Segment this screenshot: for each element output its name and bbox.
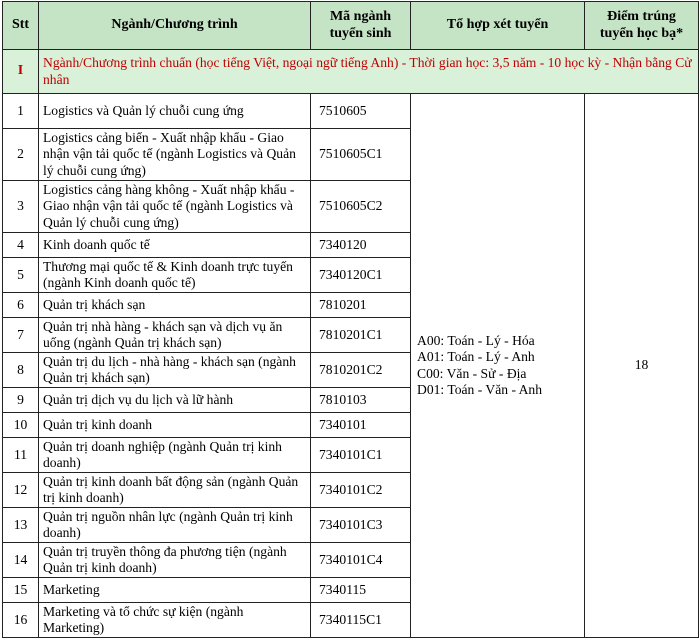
combo-cell: [411, 94, 585, 638]
row-code: 7340101C4: [311, 543, 411, 578]
row-code: 7810201: [311, 293, 411, 318]
header-stt: Stt: [3, 2, 39, 50]
row-code: 7340101C3: [311, 508, 411, 543]
row-code: 7340120C1: [311, 258, 411, 293]
row-code: 7810201C2: [311, 353, 411, 388]
header-score: Điểm trúng tuyển học bạ*: [585, 2, 699, 50]
row-code: 7340101C1: [311, 438, 411, 473]
section-row: [3, 50, 699, 94]
row-program: Logistics cảng hàng không - Xuất nhập khẩu - Giao nhận vận tải quốc tế (ngành Logistics và Quản lý chuỗi cung ứng): [39, 181, 311, 233]
row-stt: 12: [3, 473, 39, 508]
row-stt: 14: [3, 543, 39, 578]
combo-item: A00: Toán - Lý - Hóa: [417, 333, 535, 349]
row-stt: 16: [3, 603, 39, 638]
row-program: Marketing: [39, 578, 311, 603]
row-program: Logistics cảng biển - Xuất nhập khẩu - Giao nhận vận tải quốc tế (ngành Logistics và Quản lý chuỗi cung ứng): [39, 129, 311, 181]
section-text: Ngành/Chương trình chuẩn (học tiếng Việt, ngoại ngữ tiếng Anh) - Thời gian học: 3,5 năm - 10 học kỳ - Nhận bằng Cử nhân: [39, 50, 699, 94]
header-code: Mã ngành tuyển sinh: [311, 2, 411, 50]
row-code: 7340120: [311, 233, 411, 258]
row-code: 7510605C2: [311, 181, 411, 233]
section-number: I: [3, 50, 39, 94]
row-stt: 10: [3, 413, 39, 438]
combo-item: C00: Văn - Sử - Địa: [417, 365, 527, 381]
row-code: 7810103: [311, 388, 411, 413]
table-row: [3, 94, 699, 129]
row-program: Logistics và Quản lý chuỗi cung ứng: [39, 94, 311, 129]
row-program: Kinh doanh quốc tế: [39, 233, 311, 258]
header-combo: Tổ hợp xét tuyển: [411, 2, 585, 50]
row-stt: 15: [3, 578, 39, 603]
row-program: Quản trị khách sạn: [39, 293, 311, 318]
row-code: 7340115C1: [311, 603, 411, 638]
row-stt: 3: [3, 181, 39, 233]
row-program: Quản trị dịch vụ du lịch và lữ hành: [39, 388, 311, 413]
combo-item: A01: Toán - Lý - Anh: [417, 349, 535, 365]
row-program: Quản trị kinh doanh: [39, 413, 311, 438]
admission-table: [2, 1, 699, 638]
row-stt: 6: [3, 293, 39, 318]
row-stt: 7: [3, 318, 39, 353]
row-program: Quản trị nhà hàng - khách sạn và dịch vụ ăn uống (ngành Quản trị khách sạn): [39, 318, 311, 353]
row-program: Quản trị truyền thông đa phương tiện (ngành Quản trị kinh doanh): [39, 543, 311, 578]
row-stt: 4: [3, 233, 39, 258]
combo-item: D01: Toán - Văn - Anh: [417, 381, 543, 397]
header-program: Ngành/Chương trình: [39, 2, 311, 50]
row-program: Marketing và tổ chức sự kiện (ngành Marketing): [39, 603, 311, 638]
header-row: [3, 2, 699, 50]
row-stt: 1: [3, 94, 39, 129]
row-code: 7810201C1: [311, 318, 411, 353]
row-stt: 2: [3, 129, 39, 181]
row-code: 7510605C1: [311, 129, 411, 181]
row-code: 7340101C2: [311, 473, 411, 508]
row-program: Quản trị nguồn nhân lực (ngành Quản trị kinh doanh): [39, 508, 311, 543]
row-program: Quản trị doanh nghiệp (ngành Quản trị kinh doanh): [39, 438, 311, 473]
row-stt: 5: [3, 258, 39, 293]
row-program: Quản trị du lịch - nhà hàng - khách sạn (ngành Quản trị khách sạn): [39, 353, 311, 388]
row-stt: 11: [3, 438, 39, 473]
row-program: Thương mại quốc tế & Kinh doanh trực tuyến (ngành Kinh doanh quốc tế): [39, 258, 311, 293]
row-program: Quản trị kinh doanh bất động sản (ngành Quản trị kinh doanh): [39, 473, 311, 508]
row-code: 7340115: [311, 578, 411, 603]
row-code: 7510605: [311, 94, 411, 129]
row-stt: 9: [3, 388, 39, 413]
row-stt: 8: [3, 353, 39, 388]
row-code: 7340101: [311, 413, 411, 438]
row-stt: 13: [3, 508, 39, 543]
table-body: [3, 50, 699, 638]
score-cell: 18: [585, 94, 699, 638]
